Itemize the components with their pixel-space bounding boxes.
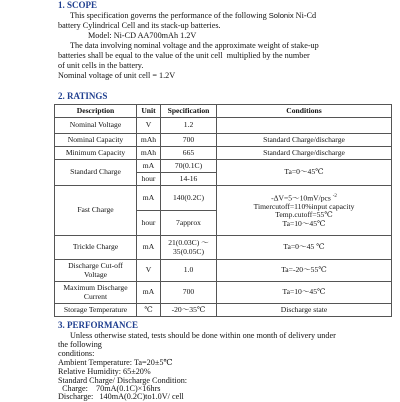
- scope-nominal-voltage: Nominal voltage of unit cell = 1.2V: [58, 71, 176, 80]
- table-row: [55, 260, 392, 282]
- performance-line-3: conditions:: [58, 349, 95, 358]
- cell-unit: V: [137, 260, 161, 282]
- scope-line-6: of unit cells in the battery.: [58, 61, 144, 70]
- table-row: [55, 147, 392, 160]
- standard-condition: Standard Charge/ Discharge Condition:: [58, 376, 188, 385]
- table-row: [55, 118, 392, 134]
- cell-unit: mA: [137, 186, 161, 211]
- brand-name: Solonix: [268, 11, 294, 20]
- ratings-heading: 2. RATINGS: [58, 91, 108, 101]
- cell-description: Nominal Voltage: [55, 118, 137, 134]
- table-row: [55, 160, 392, 173]
- scope-line-4: The data involving nominal voltage and the approximate weight of stake-up: [70, 41, 319, 50]
- cell-description: Trickle Charge: [55, 236, 137, 260]
- cell-spec: 700: [161, 134, 217, 147]
- cell-unit: V: [137, 118, 161, 134]
- cell-condition: Standard Charge/discharge: [217, 134, 392, 147]
- discharge-cutoff-line-2: Voltage: [83, 269, 108, 279]
- header-description: Description: [55, 105, 137, 118]
- cell-description: Storage Temperature: [55, 304, 137, 317]
- ambient-temperature: Ambient Temperature: Ta=20±5℃: [58, 358, 173, 367]
- cell-unit: hour: [137, 173, 161, 186]
- discharge-cutoff-line-1: Discharge Cut-off: [68, 260, 123, 270]
- cell-unit: mAh: [137, 147, 161, 160]
- trickle-spec-high: 35(0.05C): [172, 246, 204, 256]
- cell-spec: 700: [161, 282, 217, 304]
- cell-unit: hour: [137, 211, 161, 236]
- cell-unit: mA: [137, 282, 161, 304]
- fast-charge-dv-sup: -2: [332, 193, 337, 199]
- cell-condition: [217, 186, 392, 236]
- cell-condition: Standard Charge/discharge: [217, 147, 392, 160]
- cell-spec: 140(0.2C): [161, 186, 217, 211]
- cell-spec: [161, 236, 217, 260]
- cell-spec: 665: [161, 147, 217, 160]
- scope-line-5: batteries shall be equal to the value of the unit cell multiplied by the number: [58, 51, 310, 60]
- max-discharge-line-2: Current: [83, 291, 108, 301]
- cell-condition: Ta=0～45 ℃: [217, 236, 392, 260]
- charge-condition: Charge: 70mA(0.1C)×16hrs: [58, 384, 161, 393]
- cell-spec: 70(0.1C): [161, 160, 217, 173]
- cell-unit: mAh: [137, 134, 161, 147]
- scope-line-1-end: Ni-Cd: [295, 11, 317, 20]
- ratings-table: [54, 104, 392, 317]
- fast-charge-timer: Timercutoff=110%input capacity: [253, 201, 355, 211]
- cell-description: [55, 260, 137, 282]
- cell-spec: 1.0: [161, 260, 217, 282]
- cell-unit: mA: [137, 236, 161, 260]
- performance-line-2: the following: [58, 340, 102, 349]
- cell-unit: ℃: [137, 304, 161, 317]
- cell-unit: mA: [137, 160, 161, 173]
- header-conditions: Conditions: [217, 105, 392, 118]
- scope-line-1: [70, 11, 316, 21]
- cell-condition: Ta=-20～55℃: [217, 260, 392, 282]
- table-row: [55, 282, 392, 304]
- cell-condition: Discharge state: [217, 304, 392, 317]
- scope-model: Model: Ni-CD AA700mAh 1.2V: [88, 31, 197, 40]
- cell-spec: 1.2: [161, 118, 217, 134]
- cell-description: Standard Charge: [55, 160, 137, 186]
- cell-spec: -20～35℃: [161, 304, 217, 317]
- cell-condition: Ta=0～45℃: [217, 160, 392, 186]
- cell-spec: 7approx: [161, 211, 217, 236]
- header-unit: Unit: [137, 105, 161, 118]
- cell-spec: 14-16: [161, 173, 217, 186]
- fast-charge-ta: Ta=10～45℃: [282, 218, 326, 228]
- header-specification: Specification: [161, 105, 217, 118]
- table-row: [55, 186, 392, 211]
- scope-line-2: battery Cylindrical Cell and its stack-up batteries.: [58, 21, 221, 30]
- scope-line-1-text: This specification governs the performance of the following: [70, 11, 267, 20]
- cell-description: Fast Charge: [55, 186, 137, 236]
- trickle-spec-low: 21(0.03C) ～: [168, 237, 209, 247]
- fast-charge-dv-text: -ΔV=5～10mV/pcs: [271, 193, 331, 203]
- performance-heading: 3. PERFORMANCE: [58, 320, 138, 330]
- max-discharge-line-1: Maximum Discharge: [63, 282, 128, 292]
- cell-condition: Ta=10～45℃: [217, 282, 392, 304]
- relative-humidity: Relative Humidity: 65±20%: [58, 367, 151, 376]
- cell-condition: [217, 118, 392, 134]
- cell-description: [55, 282, 137, 304]
- table-row: [55, 134, 392, 147]
- table-row: [55, 236, 392, 260]
- performance-line-1: Unless otherwise stated, tests should be done within one month of delivery under: [70, 331, 336, 340]
- cell-description: Minimum Capacity: [55, 147, 137, 160]
- table-header-row: [55, 105, 392, 118]
- table-row: [55, 304, 392, 317]
- discharge-condition: Discharge: 140mA(0.2C)to1.0V/ cell: [58, 392, 184, 401]
- cell-description: Nominal Capacity: [55, 134, 137, 147]
- scope-heading: 1. SCOPE: [58, 0, 98, 10]
- fast-charge-temp: Temp.cutoff=55℃: [275, 210, 333, 220]
